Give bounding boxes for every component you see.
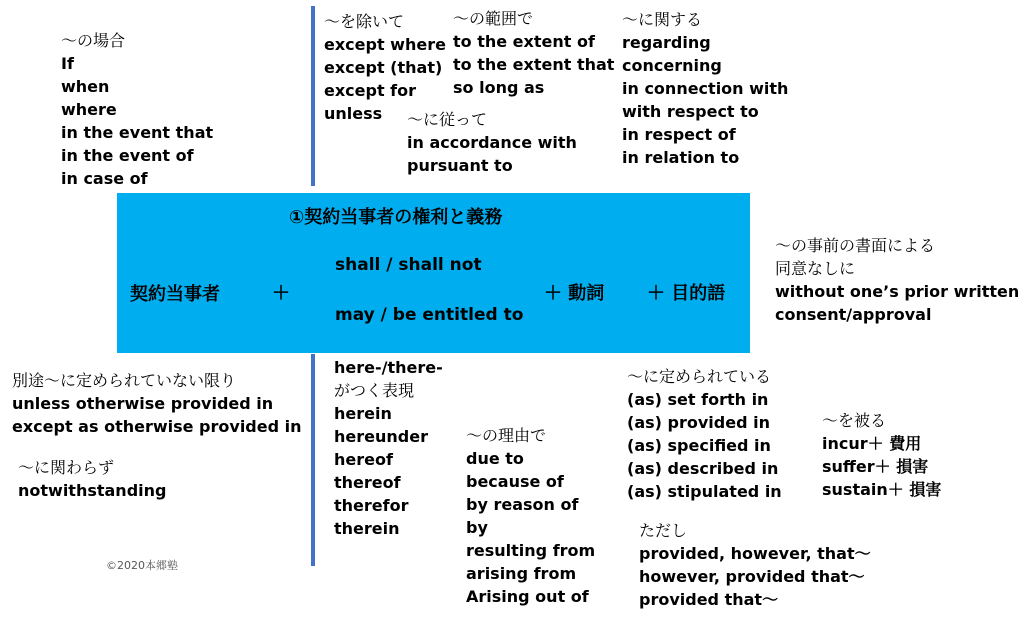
if-item: in the event that: [61, 123, 214, 142]
regarding-item: concerning: [622, 56, 722, 75]
if-block: [61, 29, 213, 190]
banner-modal-may: may / be entitled to: [335, 305, 524, 325]
reason-item: resulting from: [466, 541, 596, 560]
reason-item: arising from: [466, 564, 577, 583]
banner-verb: ＋ 動詞: [544, 283, 605, 304]
reason-heading: ～の理由で: [466, 426, 547, 445]
if-item: in the event of: [61, 146, 194, 165]
copyright-text: ©2020本郷塾: [106, 559, 178, 572]
if-heading: ～の場合: [61, 31, 126, 50]
provided-item: (as) specified in: [627, 436, 771, 455]
otherwise-heading: 別途～に定められていない限り: [12, 371, 237, 390]
banner-modal-shall: shall / shall not: [335, 255, 482, 275]
consent-item: without one’s prior written: [775, 282, 1020, 301]
provided-item: (as) provided in: [627, 413, 770, 432]
regarding-heading: ～に関する: [622, 10, 703, 29]
central-banner: [117, 193, 750, 353]
accordance-item: in accordance with: [407, 133, 577, 152]
here-item: therefor: [334, 496, 409, 515]
proviso-block: [639, 519, 871, 611]
here-heading-2: がつく表現: [334, 381, 415, 400]
proviso-item: however, provided that～: [639, 567, 865, 586]
incur-item: sustain＋ 損害: [822, 480, 942, 499]
reason-item: because of: [466, 472, 564, 491]
provided-item: (as) stipulated in: [627, 482, 782, 501]
here-item: therein: [334, 519, 400, 538]
consent-heading: ～の事前の書面による: [775, 236, 936, 255]
divider-bottom: [311, 354, 315, 566]
here-there-block: [334, 356, 443, 540]
except-item: except for: [324, 81, 417, 100]
reason-item: by reason of: [466, 495, 579, 514]
regarding-item: in connection with: [622, 79, 789, 98]
accordance-item: pursuant to: [407, 156, 513, 175]
here-item: hereof: [334, 450, 393, 469]
incur-item: suffer＋ 損害: [822, 457, 929, 476]
extent-block: [453, 7, 614, 99]
regarding-item: regarding: [622, 33, 711, 52]
accordance-heading: ～に従って: [407, 110, 488, 129]
regarding-item: in relation to: [622, 148, 740, 167]
proviso-item: provided, however, that～: [639, 544, 871, 563]
banner-plus-1: ＋: [272, 283, 290, 304]
reason-item: by: [466, 518, 488, 537]
banner-party: 契約当事者: [130, 284, 220, 305]
incur-heading: ～を被る: [822, 411, 887, 430]
here-item: herein: [334, 404, 392, 423]
if-item: If: [61, 54, 74, 73]
extent-heading: ～の範囲で: [453, 9, 534, 28]
reason-item: Arising out of: [466, 587, 589, 606]
consent-heading-2: 同意なしに: [775, 259, 856, 278]
reason-item: due to: [466, 449, 524, 468]
provided-heading: ～に定められている: [627, 367, 772, 386]
if-item: when: [61, 77, 110, 96]
consent-item: consent/approval: [775, 305, 932, 324]
extent-item: to the extent of: [453, 32, 595, 51]
extent-item: so long as: [453, 78, 545, 97]
extent-item: to the extent that: [453, 55, 615, 74]
banner-title: ①契約当事者の権利と義務: [289, 207, 503, 228]
otherwise-item: unless otherwise provided in: [12, 394, 274, 413]
banner-object: ＋ 目的語: [647, 283, 726, 304]
consent-block: [775, 234, 1019, 326]
except-item: except where: [324, 35, 446, 54]
if-item: where: [61, 100, 117, 119]
except-heading: ～を除いて: [324, 12, 405, 31]
except-item: except (that): [324, 58, 443, 77]
here-item: thereof: [334, 473, 401, 492]
provided-item: (as) set forth in: [627, 390, 769, 409]
regarding-block: [622, 8, 788, 169]
here-item: hereunder: [334, 427, 428, 446]
accordance-block: [407, 108, 577, 177]
otherwise-item: except as otherwise provided in: [12, 417, 302, 436]
provided-in-block: [627, 365, 782, 503]
incur-block: [822, 409, 941, 501]
proviso-item: provided that～: [639, 590, 779, 609]
if-item: in case of: [61, 169, 148, 188]
regarding-item: with respect to: [622, 102, 759, 121]
proviso-heading: ただし: [639, 521, 688, 540]
notwithstanding-block: [18, 456, 166, 502]
otherwise-block: [12, 369, 302, 438]
divider-top: [311, 6, 315, 186]
notwithstanding-heading: ～に関わらず: [18, 458, 115, 477]
here-heading: here-/there-: [334, 358, 443, 377]
notwithstanding-item: notwithstanding: [18, 481, 167, 500]
regarding-item: in respect of: [622, 125, 736, 144]
incur-item: incur＋ 費用: [822, 434, 922, 453]
except-item: unless: [324, 104, 383, 123]
reason-block: [466, 424, 595, 608]
provided-item: (as) described in: [627, 459, 779, 478]
